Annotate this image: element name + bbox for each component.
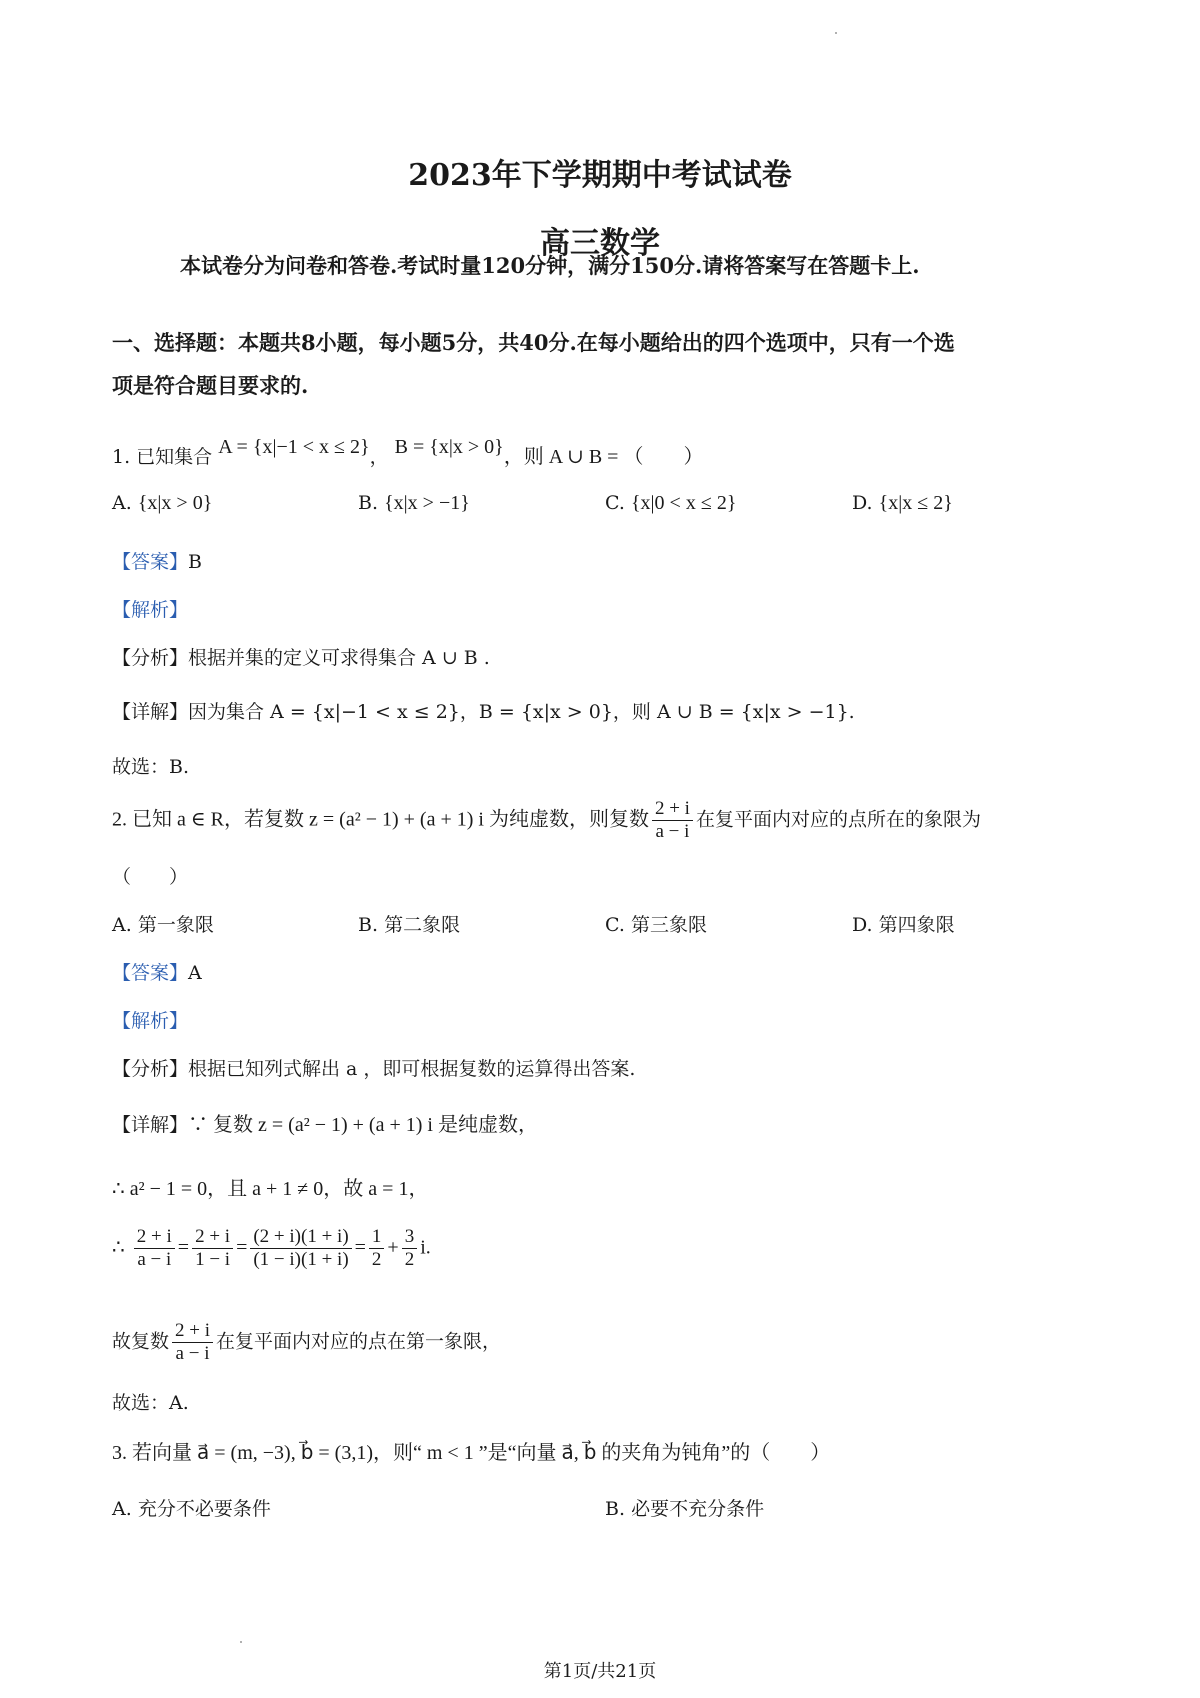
subject-title: 高三数学 xyxy=(540,226,660,261)
scan-dot xyxy=(240,1641,242,1643)
answer-value: B xyxy=(188,551,202,573)
q1-option-a: A. {x|x > 0} xyxy=(112,492,213,514)
q2-stem-fraction: $\frac{2 + i}{a - i}$ xyxy=(652,798,693,843)
q1-set-a: A = {x|−1 < x ≤ 2} xyxy=(218,436,370,458)
q1-stem-prefix: 1. 已知集合 xyxy=(112,446,213,468)
answer-value: A xyxy=(188,962,202,984)
answer-tag: 【答案】 xyxy=(112,551,189,573)
q1-stem xyxy=(112,436,704,469)
page-footer: 第1页/共21页 xyxy=(543,1661,657,1682)
q2-answer xyxy=(112,958,202,985)
scan-dot xyxy=(835,32,837,34)
exam-title: 2023年下学期期中考试试卷 xyxy=(408,158,792,193)
q1-sep: ， xyxy=(369,446,389,468)
q2-analysis-tag: 【解析】 xyxy=(112,1010,189,1032)
q2-choose: 故选：A. xyxy=(112,1392,189,1414)
q2-step2: ∴ $\frac{2 + i}{a - i}$ = $\frac{2 + i}{1 - i}$ = $\frac{(2 + i)(1 + i)}{(1 - i)(1 + i)}$ = $\frac{1}{2}$ + $\frac{3}{2}$ i. xyxy=(112,1226,431,1270)
q1-option-c: C. {x|0 < x ≤ 2} xyxy=(605,492,737,514)
q1-option-b: B. {x|x > −1} xyxy=(358,492,470,514)
section-heading-line2: 项是符合题目要求的. xyxy=(112,373,309,398)
q1-set-b: B = {x|x > 0} xyxy=(394,436,504,458)
q1-choose: 故选：B. xyxy=(112,756,190,778)
q2-conclusion: 故复数 $\frac{2 + i}{a - i}$ 在复平面内对应的点在第一象限， xyxy=(112,1320,502,1364)
answer-tag: 【答案】 xyxy=(112,962,189,984)
q1-fenxi: 【分析】根据并集的定义可求得集合 A ∪ B . xyxy=(112,647,490,669)
exam-intro: 本试卷分为问卷和答卷.考试时量120分钟，满分150分.请将答案写在答题卡上. xyxy=(180,253,920,278)
q2-option-a: A. 第一象限 xyxy=(112,914,214,936)
q2-step1: ∴ a² − 1 = 0，且 a + 1 ≠ 0，故 a = 1， xyxy=(112,1178,429,1200)
q1-option-d: D. {x|x ≤ 2} xyxy=(852,492,953,514)
q1-ask: ，则 A ∪ B = （ ） xyxy=(503,446,704,468)
q2-paren: （ ） xyxy=(112,866,189,888)
q3-option-a: A. 充分不必要条件 xyxy=(112,1498,271,1520)
q1-answer xyxy=(112,547,202,574)
section-heading-line1: 一、选择题：本题共8小题，每小题5分，共40分.在每小题给出的四个选项中，只有一个选 xyxy=(112,330,955,355)
q2-option-c: C. 第三象限 xyxy=(605,914,707,936)
q2-xiangjie: 【详解】∵ 复数 z = (a² − 1) + (a + 1) i 是纯虚数， xyxy=(112,1114,538,1136)
q3-option-b: B. 必要不充分条件 xyxy=(605,1498,765,1520)
q3-stem: 3. 若向量 a⃗ = (m, −3), b⃗ = (3,1)，则“ m < 1 ”是“向量 a⃗, b⃗ 的夹角为钝角”的（ ） xyxy=(112,1442,831,1464)
q2-stem: 2. 已知 a ∈ R，若复数 z = (a² − 1) + (a + 1) i 为纯虚数，则复数 $\frac{2 + i}{a - i}$ 在复平面内对应的点所在的象限为 xyxy=(112,798,981,842)
q2-option-d: D. 第四象限 xyxy=(852,914,955,936)
q1-xiangjie: 【详解】因为集合 A = {x|−1 < x ≤ 2}，B = {x|x > 0}，则 A ∪ B = {x|x > −1}. xyxy=(112,701,855,723)
q2-fenxi: 【分析】根据已知列式解出 a ，即可根据复数的运算得出答案. xyxy=(112,1058,636,1080)
q1-analysis-tag: 【解析】 xyxy=(112,599,189,621)
q2-option-b: B. 第二象限 xyxy=(358,914,461,936)
